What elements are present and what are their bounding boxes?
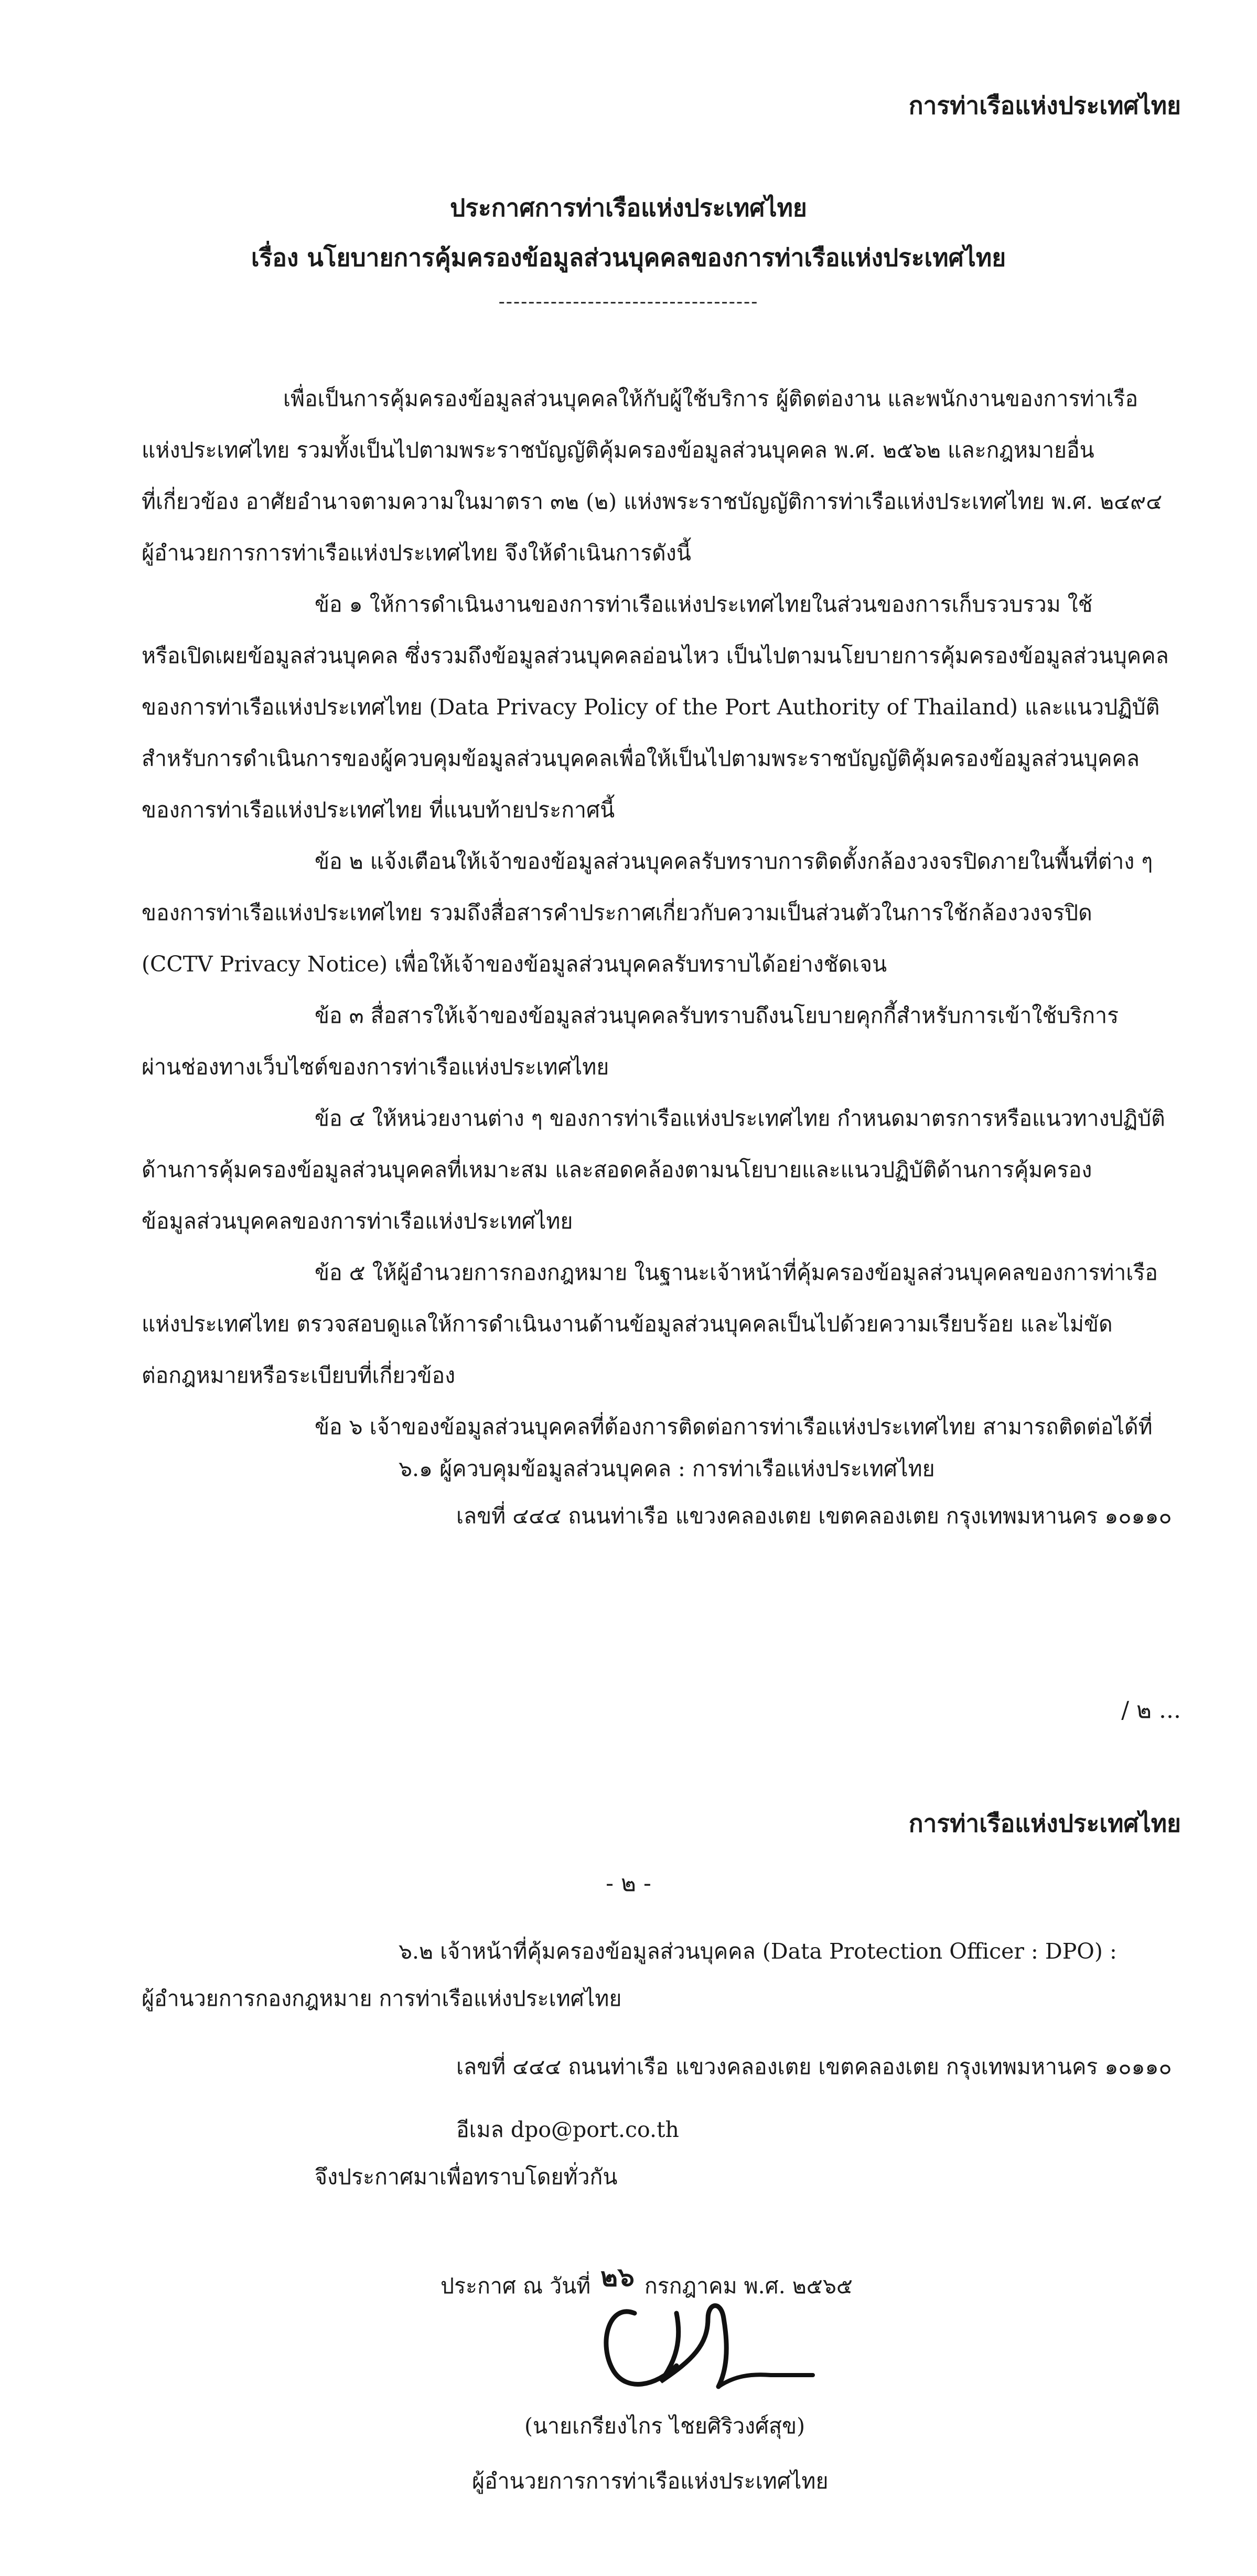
- signature-icon: [598, 2282, 818, 2418]
- clause-5-line: แห่งประเทศไทย ตรวจสอบดูแลให้การดำเนินงานด้านข้อมูลส่วนบุคคลเป็นไปด้วยความเรียบร้อย และไม่ขัด: [142, 1311, 1113, 1337]
- clause-4-line: ข้อมูลส่วนบุคคลของการท่าเรือแห่งประเทศไทย: [142, 1209, 573, 1234]
- announce-day: ๒๖: [600, 2262, 635, 2292]
- clause-6-1-address: เลขที่ ๔๔๔ ถนนท่าเรือ แขวงคลองเตย เขตคลองเตย กรุงเทพมหานคร ๑๐๑๑๐: [456, 1503, 1172, 1529]
- clause-4-line: ข้อ ๔ ให้หน่วยงานต่าง ๆ ของการท่าเรือแห่งประเทศไทย กำหนดมาตรการหรือแนวทางปฏิบัติ: [315, 1106, 1165, 1131]
- title-divider: -----------------------------------: [498, 291, 759, 313]
- handwritten-signature: [598, 2282, 818, 2420]
- body-line: เพื่อเป็นการคุ้มครองข้อมูลส่วนบุคคลให้กับผู้ใช้บริการ ผู้ติดต่องาน และพนักงานของการท่าเรือ: [283, 386, 1138, 411]
- closing-line: จึงประกาศมาเพื่อทราบโดยทั่วกัน: [315, 2164, 618, 2189]
- clause-3-line: ผ่านช่องทางเว็บไซต์ของการท่าเรือแห่งประเทศไทย: [142, 1054, 609, 1079]
- body-line: ที่เกี่ยวข้อง อาศัยอำนาจตามความในมาตรา ๓๒ (๒) แห่งพระราชบัญญัติการท่าเรือแห่งประเทศไทย พ.ศ. ๒๔๙๔: [142, 489, 1163, 514]
- clause-6-2-email: อีเมล dpo@port.co.th: [456, 2117, 679, 2142]
- signer-name: (นายเกรียงไกร ไชยศิริวงศ์สุข): [524, 2413, 805, 2439]
- announcement-subject: เรื่อง นโยบายการคุ้มครองข้อมูลส่วนบุคคลของการท่าเรือแห่งประเทศไทย: [251, 243, 1006, 272]
- announce-prefix: ประกาศ ณ วันที่: [441, 2273, 591, 2299]
- announce-suffix: กรกฎาคม พ.ศ. ๒๕๖๕: [644, 2273, 853, 2299]
- clause-6-2-address: เลขที่ ๔๔๔ ถนนท่าเรือ แขวงคลองเตย เขตคลองเตย กรุงเทพมหานคร ๑๐๑๑๐: [456, 2054, 1172, 2079]
- clause-1-line: ข้อ ๑ ให้การดำเนินงานของการท่าเรือแห่งประเทศไทยในส่วนของการเก็บรวบรวม ใช้: [315, 592, 1093, 617]
- clause-1-line: สำหรับการดำเนินการของผู้ควบคุมข้อมูลส่วนบุคคลเพื่อให้เป็นไปตามพระราชบัญญัติคุ้มครองข้อมูลส่วนบุคคล: [142, 746, 1140, 771]
- clause-5-line: ข้อ ๕ ให้ผู้อำนวยการกองกฎหมาย ในฐานะเจ้าหน้าที่คุ้มครองข้อมูลส่วนบุคคลของการท่าเรือ: [315, 1260, 1158, 1285]
- organization-header-page-2: การท่าเรือแห่งประเทศไทย: [908, 1809, 1181, 1837]
- body-line: แห่งประเทศไทย รวมทั้งเป็นไปตามพระราชบัญญัติคุ้มครองข้อมูลส่วนบุคคล พ.ศ. ๒๕๖๒ และกฎหมายอื่น: [142, 437, 1094, 463]
- clause-6-2-line: ๖.๒ เจ้าหน้าที่คุ้มครองข้อมูลส่วนบุคคล (Data Protection Officer : DPO) :: [399, 1939, 1117, 1964]
- announcement-title: ประกาศการท่าเรือแห่งประเทศไทย: [450, 194, 807, 222]
- clause-1-line: หรือเปิดเผยข้อมูลส่วนบุคคล ซึ่งรวมถึงข้อมูลส่วนบุคคลอ่อนไหว เป็นไปตามนโยบายการคุ้มครองข้อมูลส่วนบุคคล: [142, 643, 1169, 668]
- organization-header: การท่าเรือแห่งประเทศไทย: [908, 91, 1181, 120]
- clause-2-line: ข้อ ๒ แจ้งเตือนให้เจ้าของข้อมูลส่วนบุคคลรับทราบการติดตั้งกล้องวงจรปิดภายในพื้นที่ต่าง ๆ: [315, 849, 1153, 874]
- clause-3-line: ข้อ ๓ สื่อสารให้เจ้าของข้อมูลส่วนบุคคลรับทราบถึงนโยบายคุกกี้สำหรับการเข้าใช้บริการ: [315, 1003, 1119, 1028]
- continued-marker: / ๒ ...: [1121, 1697, 1181, 1724]
- body-line: ผู้อำนวยการการท่าเรือแห่งประเทศไทย จึงให้ดำเนินการดังนี้: [142, 540, 691, 565]
- clause-1-line: ของการท่าเรือแห่งประเทศไทย ที่แนบท้ายประกาศนี้: [142, 797, 615, 822]
- page-number: - ๒ -: [606, 1870, 651, 1897]
- clause-6-line: ข้อ ๖ เจ้าของข้อมูลส่วนบุคคลที่ต้องการติดต่อการท่าเรือแห่งประเทศไทย สามารถติดต่อได้ที่: [315, 1414, 1153, 1439]
- signer-title: ผู้อำนวยการการท่าเรือแห่งประเทศไทย: [472, 2468, 829, 2494]
- clause-2-line: ของการท่าเรือแห่งประเทศไทย รวมถึงสื่อสารคำประกาศเกี่ยวกับความเป็นส่วนตัวในการใช้กล้องวงจรปิด: [142, 900, 1092, 925]
- clause-1-line: ของการท่าเรือแห่งประเทศไทย (Data Privacy Policy of the Port Authority of Thailand) และแนวปฏิบัติ: [142, 694, 1160, 720]
- clause-6-2-line: ผู้อำนวยการกองกฎหมาย การท่าเรือแห่งประเทศไทย: [142, 1986, 622, 2011]
- clause-2-line: (CCTV Privacy Notice) เพื่อให้เจ้าของข้อมูลส่วนบุคคลรับทราบได้อย่างชัดเจน: [142, 952, 887, 977]
- clause-6-1-line: ๖.๑ ผู้ควบคุมข้อมูลส่วนบุคคล : การท่าเรือแห่งประเทศไทย: [399, 1456, 935, 1481]
- clause-4-line: ด้านการคุ้มครองข้อมูลส่วนบุคคลที่เหมาะสม และสอดคล้องตามนโยบายและแนวปฏิบัติด้านการคุ้มครอง: [142, 1157, 1092, 1182]
- clause-5-line: ต่อกฎหมายหรือระเบียบที่เกี่ยวข้อง: [142, 1363, 456, 1388]
